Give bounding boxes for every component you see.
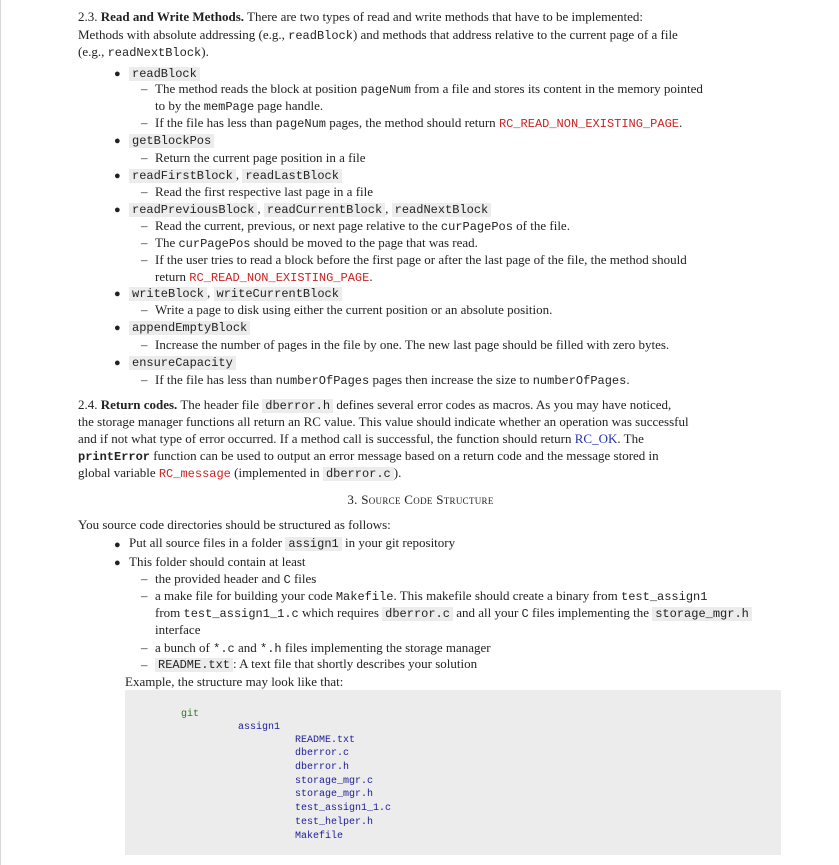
comma: , xyxy=(385,201,392,216)
section-2-3-intro-line-3 xyxy=(78,44,209,62)
getBlockPos-desc: Return the current page position in a file xyxy=(155,150,366,165)
method-ensureCapacity xyxy=(129,354,236,372)
error-code-link[interactable]: RC_READ_NON_EXISTING_PAGE xyxy=(498,117,679,131)
text: ) and methods that address relative to the current page of a file xyxy=(352,27,678,42)
bullet-icon: ● xyxy=(114,557,121,569)
code-curPagePos: curPagePos xyxy=(440,220,513,234)
structure-item-3 xyxy=(155,640,491,658)
code-test-assign1-1: test_assign1_1.c xyxy=(183,607,299,621)
structure-point-2: This folder should contain at least xyxy=(129,554,306,569)
text: : A text file that shortly describes your solution xyxy=(233,656,478,671)
text: There are two types of read and write methods that have to be implemented: xyxy=(247,9,644,24)
tree-file: storage_mgr.h xyxy=(295,789,374,800)
code-curPagePos: curPagePos xyxy=(178,237,251,251)
text: from a file and stores its content in the memory pointed xyxy=(410,81,703,96)
text: should be moved to the page that was read. xyxy=(250,235,478,250)
code-chip: writeBlock xyxy=(129,287,207,301)
code-numberOfPages: numberOfPages xyxy=(275,374,370,388)
structure-item-2 xyxy=(155,588,707,606)
bullet-icon: ● xyxy=(114,357,121,369)
structure-item-2-cont xyxy=(155,605,752,623)
structure-point-1 xyxy=(129,535,455,553)
tree-file: test_helper.h xyxy=(295,817,374,828)
text: and all your xyxy=(452,605,522,620)
text: ). xyxy=(201,44,209,59)
text: to by the xyxy=(155,98,204,113)
section-number: 2.4. xyxy=(78,397,98,412)
bullet-icon: ● xyxy=(114,204,121,216)
text: pages then increase the size to xyxy=(369,372,533,387)
method-readBlock xyxy=(129,65,200,83)
bullet-icon: ● xyxy=(114,68,121,80)
tree-file: test_assign1_1.c xyxy=(295,803,392,814)
text: and xyxy=(234,640,261,655)
text: Put all source files in a folder xyxy=(129,535,286,550)
code-chip: readCurrentBlock xyxy=(264,203,385,217)
code-readBlock: readBlock xyxy=(288,29,353,43)
text: ). xyxy=(393,465,402,480)
code-printError: printError xyxy=(78,450,151,464)
dash: – xyxy=(141,571,148,586)
text: a bunch of xyxy=(155,640,214,655)
section-2-3-intro-line-1 xyxy=(78,9,643,26)
code-chip: dberror.h xyxy=(262,399,333,413)
code-chip: getBlockPos xyxy=(129,134,214,148)
dash: – xyxy=(141,252,148,267)
code-chip: dberror.c xyxy=(323,467,394,481)
code-chip: writeCurrentBlock xyxy=(214,287,342,301)
dash: – xyxy=(141,235,148,250)
text: in your git repository xyxy=(341,535,456,550)
text: return xyxy=(155,269,190,284)
code-star-h: *.h xyxy=(260,642,282,656)
ensureCapacity-desc xyxy=(155,372,630,390)
section-2-4-line-3 xyxy=(78,431,644,448)
readRelative-desc-3-cont xyxy=(155,269,373,287)
tree-file: storage_mgr.c xyxy=(295,776,374,787)
code-chip: storage_mgr.h xyxy=(652,607,752,621)
code-pageNum: pageNum xyxy=(360,83,411,97)
tree-file: dberror.h xyxy=(295,762,350,773)
code-chip: README.txt xyxy=(155,658,233,672)
text: Methods with absolute addressing (e.g., xyxy=(78,27,289,42)
bullet-icon: ● xyxy=(114,170,121,182)
comma: , xyxy=(257,201,264,216)
method-getBlockPos xyxy=(129,132,214,150)
text: of the file. xyxy=(512,218,570,233)
section-2-3-intro-line-2 xyxy=(78,27,678,45)
text: and if not what type of error occurred. If a method call is successful, the function should return xyxy=(78,431,575,446)
dash: – xyxy=(141,337,148,352)
dash: – xyxy=(141,588,148,603)
text: The xyxy=(155,235,179,250)
rc-message-link[interactable]: RC_message xyxy=(158,467,231,481)
text: Read the current, previous, or next page relative to the xyxy=(155,218,441,233)
text: global variable xyxy=(78,465,159,480)
text: The header file xyxy=(180,397,263,412)
text: pages, the method should return xyxy=(326,115,499,130)
code-numberOfPages: numberOfPages xyxy=(532,374,627,388)
code-chip: readFirstBlock xyxy=(129,169,236,183)
structure-item-4 xyxy=(155,656,477,674)
readBlock-desc-1 xyxy=(155,81,703,99)
code-chip: ensureCapacity xyxy=(129,356,236,370)
text: The method reads the block at position xyxy=(155,81,361,96)
tree-dir: assign1 xyxy=(238,722,281,733)
tree-file: Makefile xyxy=(295,831,344,842)
readRelative-desc-1 xyxy=(155,218,570,236)
section-number: 2.3. xyxy=(78,9,98,24)
text: files implementing the storage manager xyxy=(281,640,491,655)
code-Makefile: Makefile xyxy=(335,590,394,604)
bullet-icon: ● xyxy=(114,539,121,551)
text: from xyxy=(155,605,184,620)
text: defines several error codes as macros. As you may have noticed, xyxy=(333,397,672,412)
code-chip: dberror.c xyxy=(382,607,453,621)
comma: , xyxy=(235,167,243,182)
text: files xyxy=(290,571,317,586)
text: . xyxy=(626,372,630,387)
text: . xyxy=(678,115,683,130)
readFirstLast-desc: Read the first respective last page in a file xyxy=(155,184,374,199)
code-C: C xyxy=(521,607,529,621)
structure-example-label: Example, the structure may look like that: xyxy=(125,674,344,689)
dash: – xyxy=(141,150,148,165)
method-appendEmptyBlock xyxy=(129,319,250,337)
rc-ok-link[interactable]: RC_OK xyxy=(574,431,618,446)
text: function can be used to output an error message based on a return code and the message stored in xyxy=(150,448,659,463)
comma: , xyxy=(207,285,214,300)
tree-root: git xyxy=(181,709,200,720)
dash: – xyxy=(141,302,148,317)
code-memPage: memPage xyxy=(203,100,255,114)
method-readFirstLast xyxy=(129,167,342,185)
section-2-4-line-5 xyxy=(78,465,401,483)
code-pageNum: pageNum xyxy=(275,117,326,131)
dash: – xyxy=(141,372,148,387)
readRelative-desc-2 xyxy=(155,235,478,253)
code-chip: appendEmptyBlock xyxy=(129,321,250,335)
code-C: C xyxy=(283,573,291,587)
text: page handle. xyxy=(254,98,324,113)
text: If the file has less than xyxy=(155,115,276,130)
text: If the file has less than xyxy=(155,372,276,387)
dash: – xyxy=(141,115,148,130)
dash: – xyxy=(141,218,148,233)
text: files implementing the xyxy=(528,605,653,620)
bullet-icon: ● xyxy=(114,322,121,334)
tree-file: dberror.c xyxy=(295,748,350,759)
code-test-assign1: test_assign1 xyxy=(621,590,708,604)
write-desc: Write a page to disk using either the current position or an absolute position. xyxy=(155,302,553,317)
text: (e.g., xyxy=(78,44,108,59)
text: . The xyxy=(617,431,644,446)
readRelative-desc-3: If the user tries to read a block before the first page or after the last page of the file, the method should xyxy=(155,252,687,267)
section-3-heading: 3. Source Code Structure xyxy=(347,492,494,507)
text: the provided header and xyxy=(155,571,284,586)
code-chip: readPreviousBlock xyxy=(129,203,257,217)
section-title: Read and Write Methods. xyxy=(100,9,244,24)
code-chip: readBlock xyxy=(129,67,200,81)
bullet-icon: ● xyxy=(114,135,121,147)
appendEmptyBlock-desc: Increase the number of pages in the file by one. The new last page should be filled with zero bytes. xyxy=(155,337,670,352)
section-3-intro: You source code directories should be structured as follows: xyxy=(78,517,391,532)
structure-item-1 xyxy=(155,571,316,589)
text: . xyxy=(369,269,373,284)
section-title: Return codes. xyxy=(100,397,178,412)
section-2-4-line-1 xyxy=(78,397,671,415)
dash: – xyxy=(141,184,148,199)
dash: – xyxy=(141,81,148,96)
section-2-4-line-4 xyxy=(78,448,659,466)
dash: – xyxy=(141,657,148,672)
method-readRelative xyxy=(129,201,491,219)
dash: – xyxy=(141,640,148,655)
tree-file: README.txt xyxy=(295,735,356,746)
code-readNextBlock: readNextBlock xyxy=(107,46,202,60)
readBlock-desc-2 xyxy=(155,115,682,133)
directory-tree-box xyxy=(125,690,781,855)
text: . This makefile should create a binary from xyxy=(393,588,622,603)
code-chip: assign1 xyxy=(285,537,341,551)
readBlock-desc-1-cont xyxy=(155,98,323,116)
bullet-icon: ● xyxy=(114,288,121,300)
text: a make file for building your code xyxy=(155,588,336,603)
text: which requires xyxy=(298,605,383,620)
code-chip: readLastBlock xyxy=(242,169,342,183)
text: (implemented in xyxy=(230,465,323,480)
error-code-link[interactable]: RC_READ_NON_EXISTING_PAGE xyxy=(189,271,370,285)
code-chip: readNextBlock xyxy=(392,203,492,217)
section-2-4-line-2: the storage manager functions all return an RC value. This value should indicate whether an operation was successful xyxy=(78,414,689,429)
method-write xyxy=(129,285,342,303)
code-star-c: *.c xyxy=(213,642,235,656)
structure-item-2-cont2: interface xyxy=(155,622,201,637)
